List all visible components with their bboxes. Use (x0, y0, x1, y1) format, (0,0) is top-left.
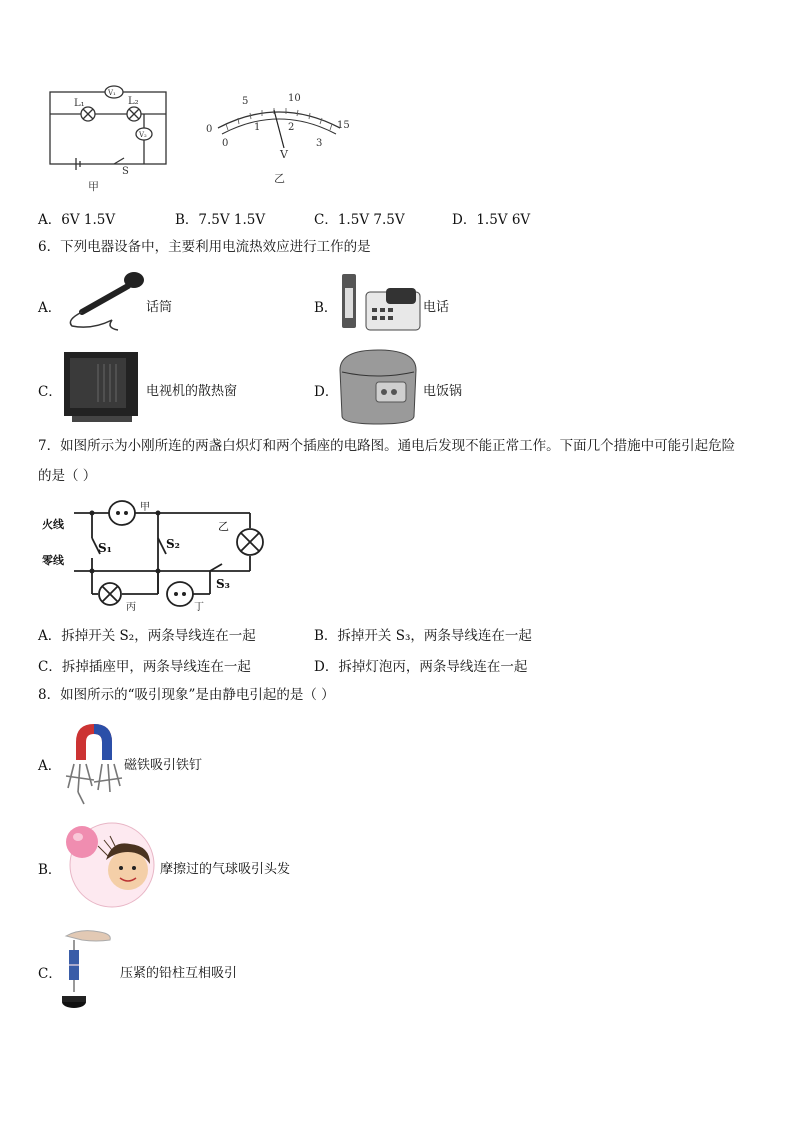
dial-lower-1: 1 (254, 122, 261, 133)
label-s: S (122, 166, 129, 177)
dial-upper-10: 10 (288, 93, 301, 104)
label-s3: S₃ (216, 577, 230, 591)
label-l1: L₁ (74, 98, 85, 109)
q7-stem-line1: 7．如图所示为小刚所连的两盏白炽灯和两个插座的电路图。通电后发现不能正常工作。下面几个措施中可能引起危险 (38, 438, 736, 454)
q6-option-a-label: 话筒 (146, 300, 173, 315)
label-live-wire: 火线 (42, 518, 64, 531)
q5-option-c[interactable]: C．1.5V 7.5V (314, 212, 405, 228)
label-ding: 丁 (194, 602, 204, 613)
q8-option-b-label: 摩擦过的气球吸引头发 (160, 862, 291, 877)
q5-option-d[interactable]: D．1.5V 6V (452, 212, 531, 228)
telephone-icon (338, 268, 424, 334)
tv-icon (62, 350, 144, 426)
q5-option-b[interactable]: B．7.5V 1.5V (175, 212, 266, 228)
dial-upper-5: 5 (242, 96, 249, 107)
label-yi: 乙 (218, 520, 229, 533)
dial-upper-15: 15 (337, 120, 350, 131)
q7-stem-line2: 的是（ ） (38, 468, 97, 484)
magnet-icon (64, 720, 124, 806)
dial-lower-2: 2 (288, 122, 295, 133)
q8-option-a-label: 磁铁吸引铁钉 (124, 758, 203, 773)
label-s1: S₁ (98, 541, 112, 555)
q8-option-b-key[interactable]: B． (38, 862, 62, 878)
q7-option-c[interactable]: C．拆掉插座甲，两条导线连在一起 (38, 659, 251, 675)
caption-yi: 乙 (274, 172, 285, 185)
label-l2: L₂ (128, 96, 139, 107)
caption-jia: 甲 (88, 180, 99, 193)
q7-option-b[interactable]: B．拆掉开关 S₃，两条导线连在一起 (314, 628, 532, 644)
rice-cooker-icon (336, 346, 420, 426)
dial-upper-0: 0 (206, 124, 213, 135)
q8-option-a-key[interactable]: A． (38, 758, 62, 774)
label-jia: 甲 (140, 502, 150, 513)
dial-lower-3: 3 (316, 138, 323, 149)
q7-option-a[interactable]: A．拆掉开关 S₂，两条导线连在一起 (38, 628, 256, 644)
dial-unit: V (280, 148, 288, 161)
q8-option-c-label: 压紧的铅柱互相吸引 (120, 966, 238, 981)
microphone-icon (62, 268, 148, 334)
q6-option-b-label: 电话 (423, 300, 450, 315)
q8-option-c-key[interactable]: C． (38, 966, 62, 982)
label-v2: V₂ (139, 131, 147, 139)
lead-cylinders-icon (60, 926, 116, 1014)
q6-option-c-key[interactable]: C． (38, 384, 62, 400)
balloon-icon (64, 822, 160, 908)
q6-option-d-key[interactable]: D． (314, 384, 339, 400)
q6-option-c-label: 电视机的散热窗 (146, 384, 238, 399)
q6-option-a-key[interactable]: A． (38, 300, 62, 316)
circuit-diagram-jia (44, 78, 174, 193)
q6-stem: 6．下列电器设备中，主要利用电流热效应进行工作的是 (38, 239, 371, 255)
label-bing: 丙 (126, 602, 136, 613)
label-neutral-wire: 零线 (42, 554, 64, 567)
q6-option-b-key[interactable]: B． (314, 300, 338, 316)
q7-option-d[interactable]: D．拆掉灯泡丙，两条导线连在一起 (314, 659, 528, 675)
dial-lower-0: 0 (222, 138, 229, 149)
q8-stem: 8．如图所示的“吸引现象”是由静电引起的是（ ） (38, 687, 335, 703)
label-s2: S₂ (166, 537, 180, 551)
q6-option-d-label: 电饭锅 (423, 384, 463, 399)
voltmeter-dial-yi (204, 88, 354, 188)
label-v1: V₁ (108, 89, 116, 97)
q5-option-a[interactable]: A．6V 1.5V (38, 212, 116, 228)
circuit-diagram-q7 (40, 498, 280, 616)
